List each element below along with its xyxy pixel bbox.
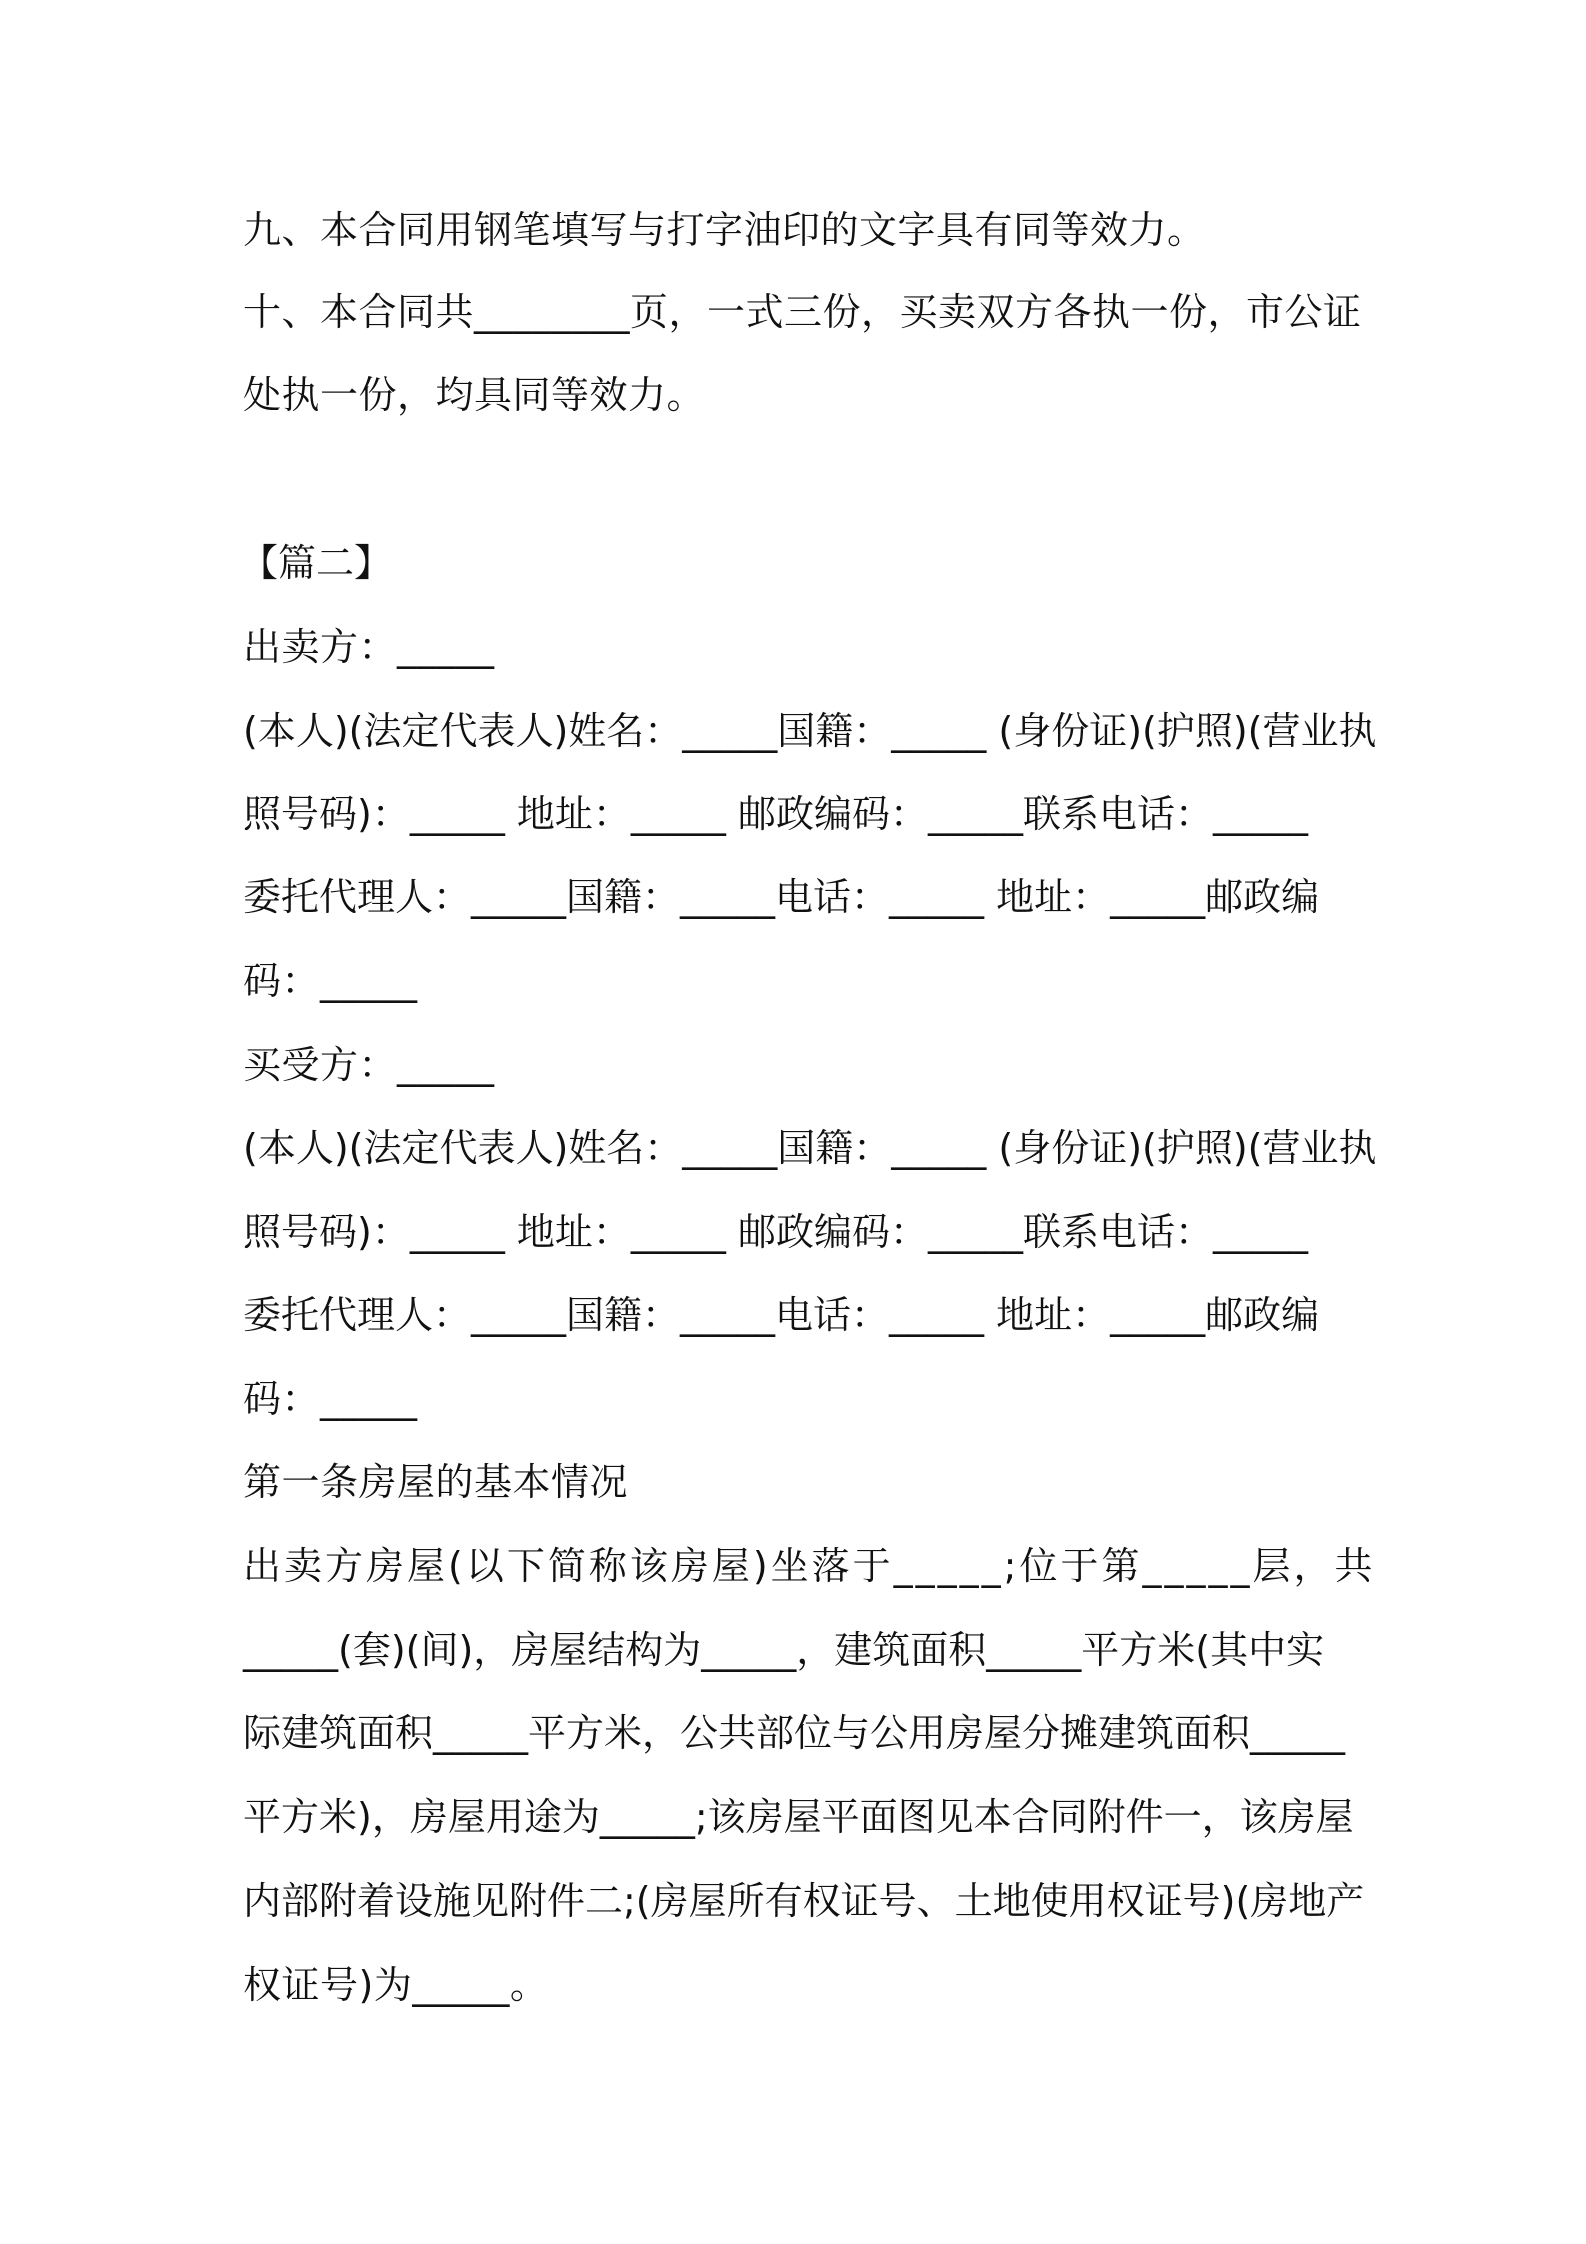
seller-line-2: 照号码)：_____ 地址：_____ 邮政编码：_____联系电话：_____ xyxy=(243,792,1308,836)
section-title: 【篇二】 xyxy=(240,541,393,585)
buyer-line-1: (本人)(法定代表人)姓名：_____国籍：_____ (身份证)(护照)(营业执 xyxy=(243,1126,1377,1170)
article-one-title: 第一条房屋的基本情况 xyxy=(243,1460,629,1504)
article-one-line-5: 内部附着设施见附件二;(房屋所有权证号、土地使用权证号)(房地产 xyxy=(243,1879,1365,1923)
article-one-line-1: 出卖方房屋(以下简称该房屋)坐落于_____;位于第_____层，共 xyxy=(243,1544,1376,1588)
seller-line-3: 委托代理人：_____国籍：_____电话：_____ 地址：_____邮政编 xyxy=(243,875,1320,919)
seller-label: 出卖方：_____ xyxy=(243,625,495,669)
seller-line-1: (本人)(法定代表人)姓名：_____国籍：_____ (身份证)(护照)(营业执 xyxy=(243,709,1377,753)
clause-nine: 九、本合同用钢笔填写与打字油印的文字具有同等效力。 xyxy=(243,208,1206,252)
buyer-line-3: 委托代理人：_____国籍：_____电话：_____ 地址：_____邮政编 xyxy=(243,1293,1320,1337)
article-one-line-3: 际建筑面积_____平方米，公共部位与公用房屋分摊建筑面积_____ xyxy=(243,1711,1346,1755)
seller-line-4: 码：_____ xyxy=(243,959,418,1003)
buyer-line-4: 码：_____ xyxy=(243,1377,418,1421)
clause-ten-line-1: 十、本合同共________页，一式三份，买卖双方各执一份，市公证 xyxy=(243,290,1362,334)
article-one-line-6: 权证号)为_____。 xyxy=(243,1963,549,2007)
article-one-line-2: _____(套)(间)，房屋结构为_____，建筑面积_____平方米(其中实 xyxy=(243,1628,1325,1672)
clause-ten-line-2: 处执一份，均具同等效力。 xyxy=(243,373,706,417)
buyer-label: 买受方：_____ xyxy=(243,1043,495,1087)
article-one-line-4: 平方米)，房屋用途为_____;该房屋平面图见本合同附件一，该房屋 xyxy=(243,1795,1354,1839)
buyer-line-2: 照号码)：_____ 地址：_____ 邮政编码：_____联系电话：_____ xyxy=(243,1210,1308,1254)
